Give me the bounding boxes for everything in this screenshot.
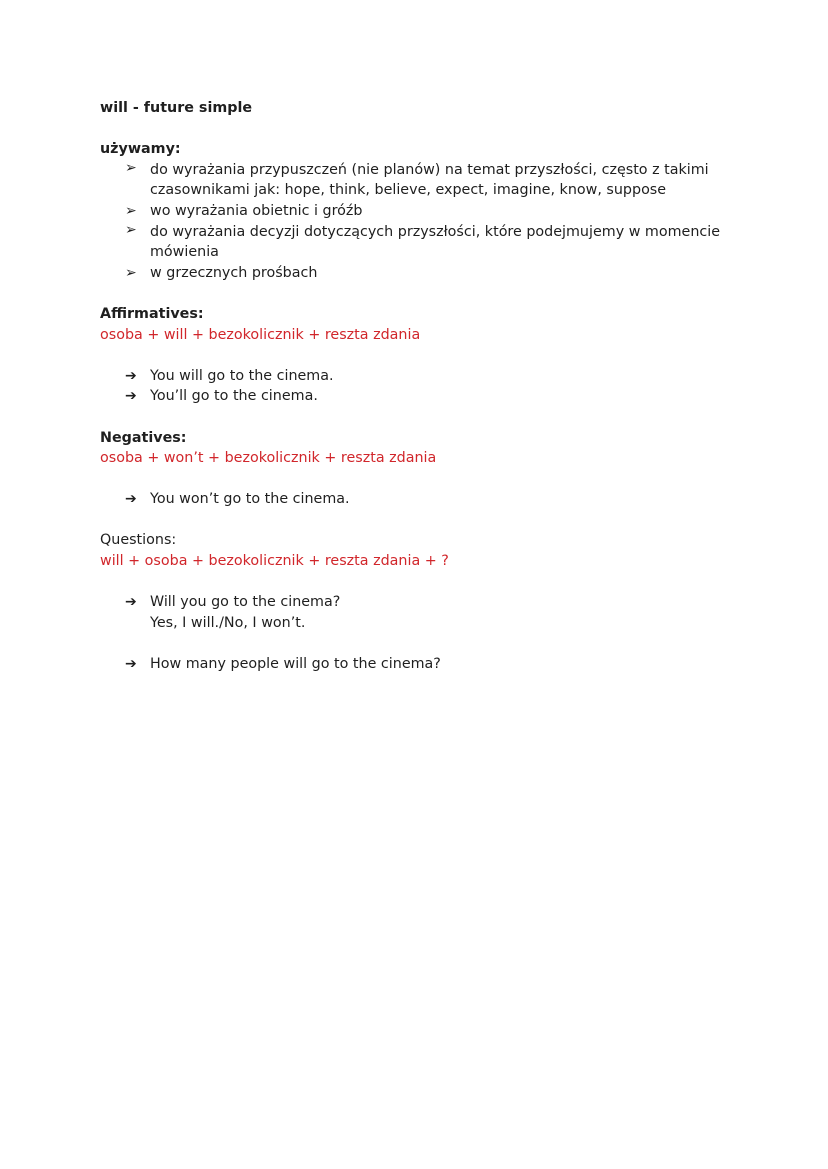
right-arrow-bullet-icon: ➔ xyxy=(125,656,137,673)
usage-item-text: w grzecznych prośbach xyxy=(150,264,318,281)
usage-item xyxy=(100,222,740,263)
negatives-formula: osoba + won’t + bezokolicznik + reszta zdania xyxy=(100,450,437,467)
spacer xyxy=(100,283,740,304)
questions-formula: will + osoba + bezokolicznik + reszta zdania + ? xyxy=(100,553,449,570)
example-text: You will go to the cinema. xyxy=(150,367,334,384)
example-text: How many people will go to the cinema? xyxy=(150,656,441,673)
arrowhead-bullet-icon: ➢ xyxy=(125,264,137,281)
spacer xyxy=(100,572,740,593)
question-example xyxy=(100,592,740,613)
affirmative-example xyxy=(100,386,740,407)
arrowhead-bullet-icon: ➢ xyxy=(125,202,137,219)
right-arrow-bullet-icon: ➔ xyxy=(125,594,137,611)
arrowhead-bullet-icon: ➢ xyxy=(125,221,137,238)
document-page xyxy=(100,98,740,675)
document-title: will - future simple xyxy=(100,100,253,116)
usage-item-text: do wyrażania przypuszczeń (nie planów) na temat przyszłości, często z takimi czasownikami jak: hope, think, believe, expect, imagine, know, suppose xyxy=(150,161,709,199)
example-text: You won’t go to the cinema. xyxy=(150,491,350,508)
affirmative-example xyxy=(100,366,740,387)
questions-heading: Questions: xyxy=(100,532,177,549)
spacer xyxy=(100,633,740,654)
usage-item-text: wo wyrażania obietnic i gróźb xyxy=(150,202,363,219)
right-arrow-bullet-icon: ➔ xyxy=(125,367,137,384)
right-arrow-bullet-icon: ➔ xyxy=(125,491,137,508)
question-answer: Yes, I will./No, I won’t. xyxy=(150,614,306,631)
spacer xyxy=(100,469,740,490)
spacer xyxy=(100,510,740,531)
negative-example xyxy=(100,489,740,510)
arrowhead-bullet-icon: ➢ xyxy=(125,159,137,176)
usage-item xyxy=(100,263,740,284)
example-text: Will you go to the cinema? xyxy=(150,594,341,611)
affirmatives-formula: osoba + will + bezokolicznik + reszta zdania xyxy=(100,326,421,343)
usage-item xyxy=(100,160,740,201)
right-arrow-bullet-icon: ➔ xyxy=(125,388,137,405)
question-example xyxy=(100,654,740,675)
spacer xyxy=(100,345,740,366)
example-text: You’ll go to the cinema. xyxy=(150,388,318,405)
usage-heading: używamy: xyxy=(100,141,181,158)
spacer xyxy=(100,407,740,428)
spacer xyxy=(100,119,740,140)
usage-item-text: do wyrażania decyzji dotyczących przyszłości, które podejmujemy w momencie mówienia xyxy=(150,223,721,261)
affirmatives-heading: Affirmatives: xyxy=(100,305,204,322)
usage-item xyxy=(100,201,740,222)
negatives-heading: Negatives: xyxy=(100,429,187,446)
